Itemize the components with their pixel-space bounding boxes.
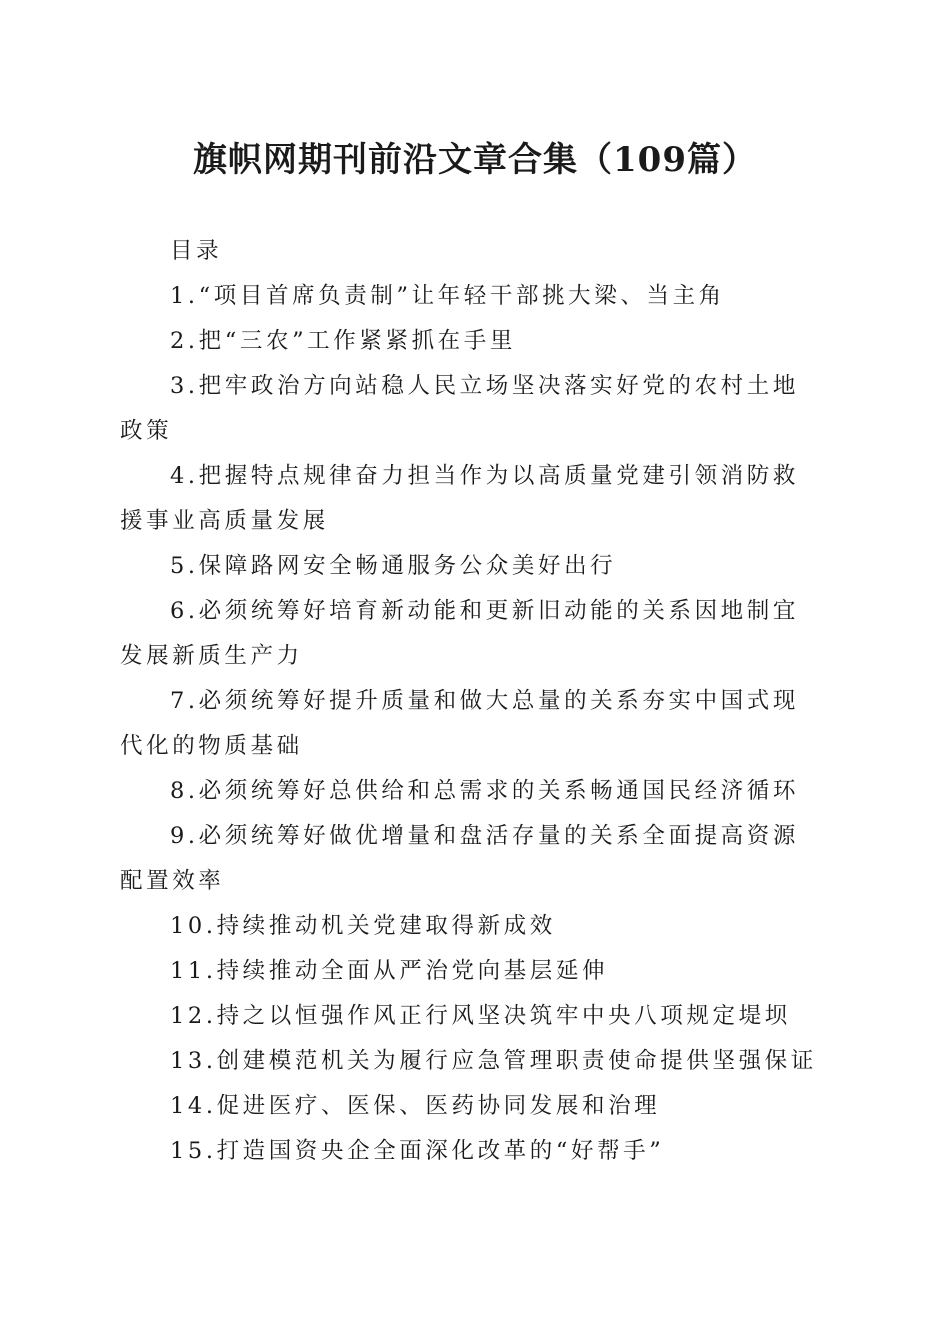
toc-list [120, 274, 825, 1174]
toc-item: 10.持续推动机关党建取得新成效 [170, 913, 556, 939]
toc-item: 5.保障路网安全畅通服务公众美好出行 [170, 553, 617, 579]
toc-item: 11.持续推动全面从严治党向基层延伸 [170, 958, 609, 984]
toc-item: 9.必须统筹好做优增量和盘活存量的关系全面提高资源配置效率 [120, 823, 799, 894]
toc-item: 6.必须统筹好培育新动能和更新旧动能的关系因地制宜发展新质生产力 [120, 598, 799, 669]
toc-item: 8.必须统筹好总供给和总需求的关系畅通国民经济循环 [170, 778, 799, 804]
toc-item: 3.把牢政治方向站稳人民立场坚决落实好党的农村土地政策 [120, 373, 799, 444]
toc-item: 15.打造国资央企全面深化改革的“好帮手” [170, 1138, 665, 1164]
toc-item: 7.必须统筹好提升质量和做大总量的关系夯实中国式现代化的物质基础 [120, 688, 799, 759]
table-of-contents [120, 229, 825, 1174]
toc-item: 14.促进医疗、医保、医药协同发展和治理 [170, 1093, 661, 1119]
toc-item: 2.把“三农”工作紧紧抓在手里 [170, 328, 516, 354]
toc-heading: 目录 [170, 238, 223, 264]
toc-item: 1.“项目首席负责制”让年轻干部挑大梁、当主角 [170, 283, 725, 309]
toc-item: 4.把握特点规律奋力担当作为以高质量党建引领消防救援事业高质量发展 [120, 463, 799, 534]
toc-item: 13.创建模范机关为履行应急管理职责使命提供坚强保证 [170, 1048, 817, 1074]
document-title: 旗帜网期刊前沿文章合集（109篇） [193, 140, 757, 180]
toc-item: 12.持之以恒强作风正行风坚决筑牢中央八项规定堤坝 [170, 1003, 791, 1029]
